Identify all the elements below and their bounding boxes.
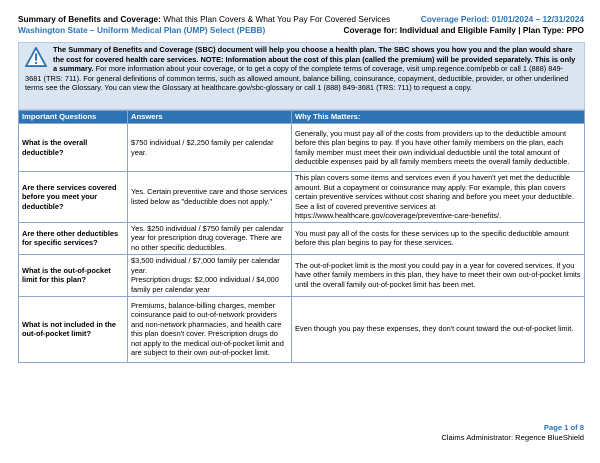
- notice-body: For more information about your coverage, or to get a copy of the complete terms of coverage, visit ump.regence.com/pebb or call 1 (888) 849-3681 (TRS: 711). For general definitions of common terms, such as allowed amount, balance billing, coinsurance, copayment, deductible, provider, or other underlined terms see the Glossary. You can view the Glossary at healthcare.gov/sbc-glossary or call 1 (888) 849-3681 (TRS: 711) to request a copy.: [25, 64, 569, 93]
- notice-lead: The Summary of Benefits and Coverage (SBC) document will help you choose a health plan. The SBC shows you how you and the plan would share the cost for covered health care services. NOTE: Information about the cost of this plan (called the premium) will be provided separately. This is only a summary.: [53, 45, 576, 74]
- question-cell: What is the overall deductible?: [19, 124, 128, 172]
- answer-cell: Yes. Certain preventive care and those services listed below as "deductible does not apply.": [128, 172, 292, 223]
- answer-cell: Premiums, balance-billing charges, member coinsurance paid to out-of-network providers and non-network pharmacies, and health care this plan doesn't cover. Prescription drugs do not apply to the medical out-of-pocket limit and are subject to their own out-of-pocket limit.: [128, 296, 292, 362]
- table-row: [19, 296, 585, 362]
- col-header-answers: Answers: [128, 111, 292, 124]
- col-header-why: Why This Matters:: [292, 111, 585, 124]
- table-row: [19, 222, 585, 254]
- claims-administrator: Claims Administrator: Regence BlueShield: [441, 433, 584, 442]
- question-cell: What is not included in the out-of-pocket limit?: [19, 296, 128, 362]
- table-row: [19, 172, 585, 223]
- table-header-row: [19, 111, 585, 124]
- page-footer: [441, 423, 584, 443]
- why-cell: The out-of-pocket limit is the most you could pay in a year for covered services. If you have other family members in this plan, they have to meet their own out-of-pocket limits until the overall family out-of-pocket limit has been met.: [292, 254, 585, 296]
- coverage-period: Coverage Period: 01/01/2024 – 12/31/2024: [420, 14, 584, 24]
- oop-limit-medical: $3,500 individual / $7,000 family per calendar year.: [131, 256, 280, 275]
- page-number: Page 1 of 8: [543, 423, 584, 432]
- plan-name: Washington State – Uniform Medical Plan (UMP) Select (PEBB): [18, 25, 266, 35]
- question-cell: Are there services covered before you meet your deductible?: [19, 172, 128, 223]
- why-cell: Even though you pay these expenses, they don't count toward the out-of-pocket limit.: [292, 296, 585, 362]
- answer-cell: [128, 254, 292, 296]
- sbc-notice-box: [18, 42, 585, 110]
- coverage-for: Coverage for: Individual and Eligible Family | Plan Type: PPO: [343, 25, 584, 35]
- table-row: [19, 124, 585, 172]
- why-cell: Generally, you must pay all of the costs from providers up to the deductible amount before this plan begins to pay. If you have other family members on the plan, each family member must meet their own individual deductible until the total amount of deductible expenses paid by all family members meets the overall family deductible.: [292, 124, 585, 172]
- answer-cell: Yes. $250 individual / $750 family per calendar year for prescription drug coverage. There are no other specific deductibles.: [128, 222, 292, 254]
- why-cell: You must pay all of the costs for these services up to the specific deductible amount before this plan begins to pay for these services.: [292, 222, 585, 254]
- why-cell: This plan covers some items and services even if you haven't yet met the deductible amount. But a copayment or coinsurance may apply. For example, this plan covers certain preventive services without cost sharing and before you meet your deductible. See a list of covered preventive services at https://www.healthcare.gov/coverage/preventive-care-benefits/.: [292, 172, 585, 223]
- document-header: [18, 14, 584, 36]
- question-cell: What is the out-of-pocket limit for this plan?: [19, 254, 128, 296]
- col-header-questions: Important Questions: [19, 111, 128, 124]
- answer-cell: $750 individual / $2,250 family per calendar year.: [128, 124, 292, 172]
- warning-icon: [25, 47, 47, 67]
- oop-limit-rx: Prescription drugs: $2,000 individual / $4,000 family per calendar year: [131, 275, 279, 294]
- sbc-title: Summary of Benefits and Coverage: What this Plan Covers & What You Pay For Covered Services: [18, 14, 391, 24]
- question-cell: Are there other deductibles for specific services?: [19, 222, 128, 254]
- table-row: [19, 254, 585, 296]
- important-questions-table: [18, 110, 585, 363]
